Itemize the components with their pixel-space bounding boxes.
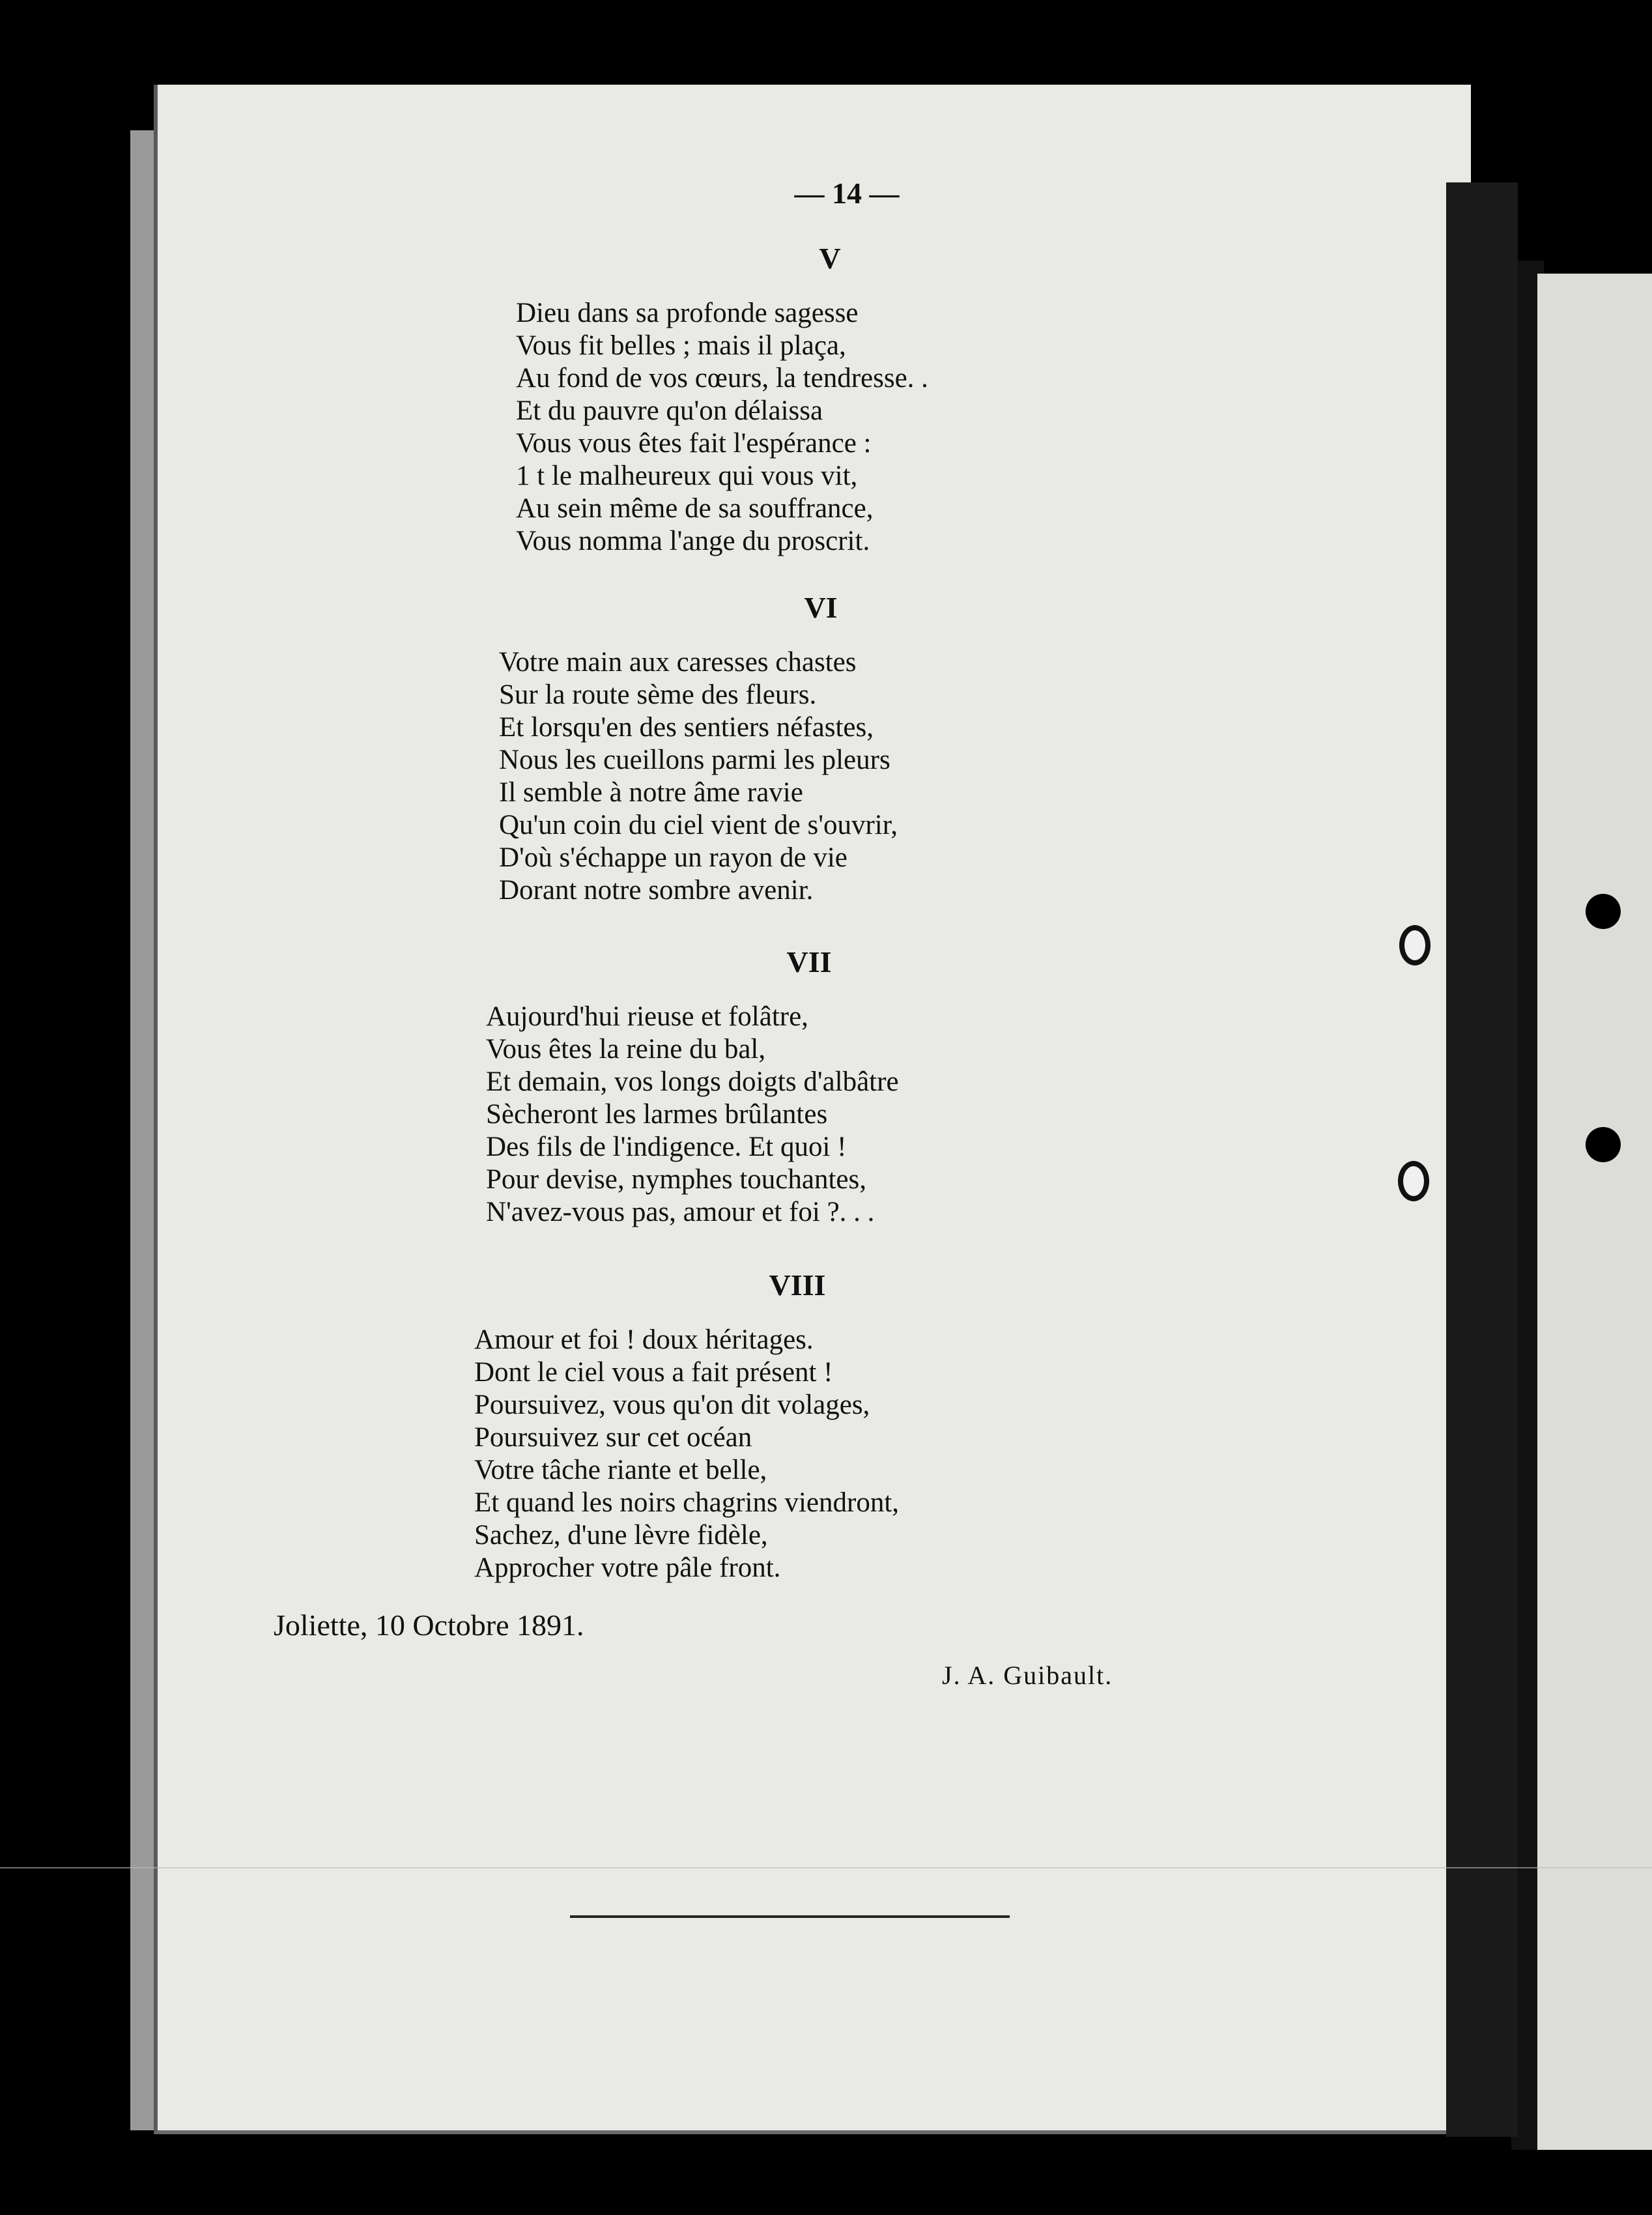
author-signature: J. A. Guibault. xyxy=(942,1661,1113,1690)
ring-hole-icon xyxy=(1399,925,1431,965)
verse-line: Vous fit belles ; mais il plaça, xyxy=(516,330,846,361)
stanza xyxy=(499,646,898,907)
verse-line: Amour et foi ! doux héritages. xyxy=(474,1324,814,1355)
verse-line: N'avez-vous pas, amour et foi ?. . . xyxy=(486,1197,875,1227)
verse-line: Votre main aux caresses chastes xyxy=(499,647,857,678)
verse-line: Aujourd'hui rieuse et folâtre, xyxy=(486,1001,808,1032)
verse-line: Sachez, d'une lèvre fidèle, xyxy=(474,1520,768,1550)
stanza-numeral: VI xyxy=(804,591,838,624)
stanza xyxy=(486,1001,899,1229)
verse-line: Et du pauvre qu'on délaissa xyxy=(516,395,823,426)
verse-line: Dorant notre sombre avenir. xyxy=(499,875,814,906)
ring-hole-icon xyxy=(1398,1161,1429,1201)
page-edge-shadow xyxy=(130,130,156,2130)
verse-line: Vous nomma l'ange du proscrit. xyxy=(516,526,870,556)
verse-line: Des fils de l'indigence. Et quoi ! xyxy=(486,1132,847,1162)
torn-edge xyxy=(1446,182,1518,2137)
verse-line: Il semble à notre âme ravie xyxy=(499,777,803,808)
verse-line: Votre tâche riante et belle, xyxy=(474,1455,767,1485)
verse-line: D'où s'échappe un rayon de vie xyxy=(499,842,847,873)
verse-line: Nous les cueillons parmi les pleurs xyxy=(499,745,890,775)
verse-line: Qu'un coin du ciel vient de s'ouvrir, xyxy=(499,810,898,840)
verse-line: Vous êtes la reine du bal, xyxy=(486,1034,766,1065)
verse-line: Et demain, vos longs doigts d'albâtre xyxy=(486,1066,899,1097)
stanza xyxy=(516,297,928,558)
verse-line: Poursuivez sur cet océan xyxy=(474,1422,752,1453)
verse-line: 1 t le malheureux qui vous vit, xyxy=(516,461,858,491)
stanza xyxy=(474,1324,899,1584)
verse-line: Au sein même de sa souffrance, xyxy=(516,493,874,524)
verse-line: Vous vous êtes fait l'espérance : xyxy=(516,428,872,459)
page-number: — 14 — xyxy=(794,177,900,210)
verse-line: Au fond de vos cœurs, la tendresse. . xyxy=(516,363,928,393)
verse-line: Et lorsqu'en des sentiers néfastes, xyxy=(499,712,874,743)
punch-hole-icon xyxy=(1586,1127,1621,1162)
verse-line: Poursuivez, vous qu'on dit volages, xyxy=(474,1390,870,1420)
verse-line: Et quand les noirs chagrins viendront, xyxy=(474,1487,900,1518)
punch-hole-icon xyxy=(1586,894,1621,929)
stanza-numeral: VIII xyxy=(769,1268,826,1302)
scan-crease xyxy=(0,1867,1652,1868)
next-page-sliver xyxy=(1537,274,1652,2150)
stanza-numeral: VII xyxy=(786,945,832,979)
stanza-numeral: V xyxy=(819,242,841,275)
verse-line: Sur la route sème des fleurs. xyxy=(499,679,817,710)
verse-line: Dieu dans sa profonde sagesse xyxy=(516,298,859,328)
closing-rule xyxy=(570,1915,1010,1918)
verse-line: Dont le ciel vous a fait présent ! xyxy=(474,1357,833,1388)
verse-line: Sècheront les larmes brûlantes xyxy=(486,1099,828,1130)
verse-line: Approcher votre pâle front. xyxy=(474,1552,781,1583)
verse-line: Pour devise, nymphes touchantes, xyxy=(486,1164,866,1195)
dateline: Joliette, 10 Octobre 1891. xyxy=(274,1608,584,1642)
